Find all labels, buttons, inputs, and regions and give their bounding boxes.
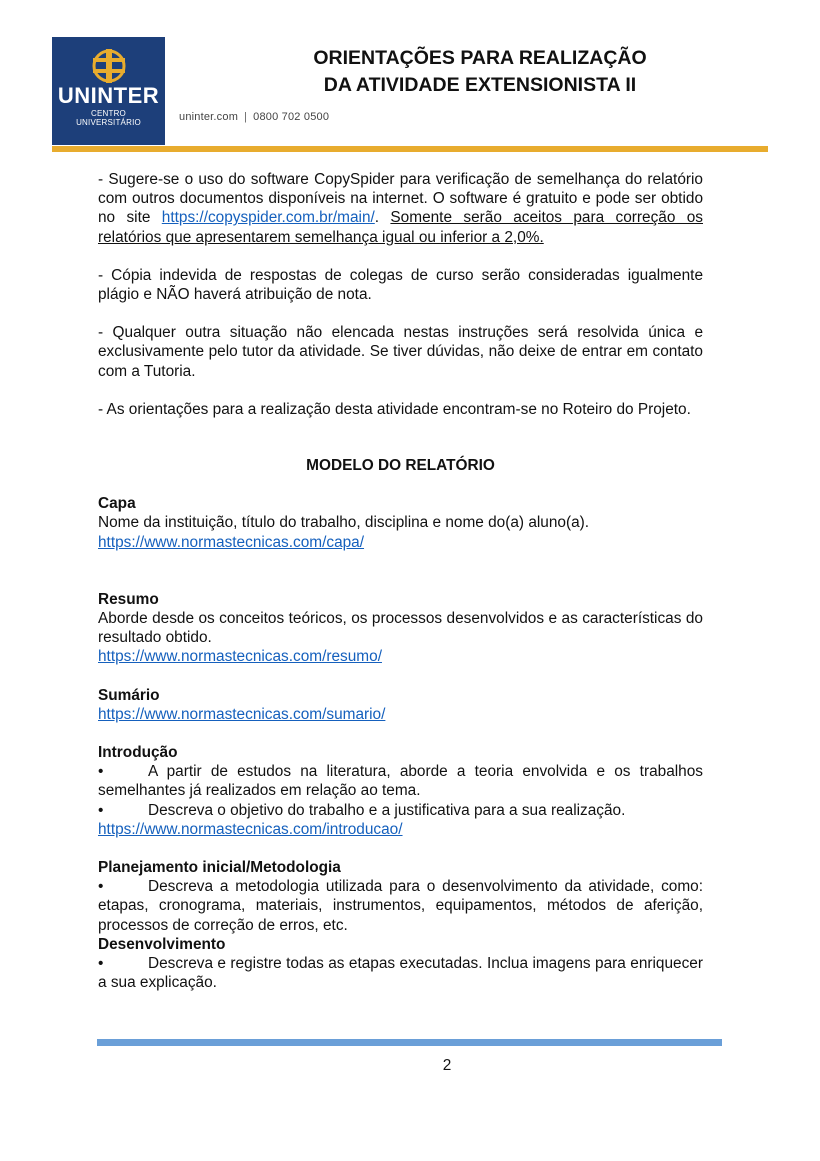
section-title-sumario: Sumário xyxy=(98,686,160,704)
section-title-planejamento: Planejamento inicial/Metodologia xyxy=(98,859,341,877)
section-text-capa: Nome da instituição, título do trabalho, disciplina e nome do(a) aluno(a). xyxy=(98,514,590,532)
site-text: uninter.com xyxy=(179,111,239,123)
model-title: MODELO DO RELATÓRIO xyxy=(306,457,495,475)
bullet-text: Descreva o objetivo do trabalho e a justificativa para a sua realização. xyxy=(148,801,626,819)
bullet-mark: • xyxy=(98,955,104,973)
bullet-text: Descreva e registre todas as etapas executadas. Inclua imagens para enriquecer a sua explicação. xyxy=(98,955,703,992)
copyspider-link[interactable]: https://copyspider.com.br/main/ xyxy=(161,209,375,227)
bullet-text: A partir de estudos na literatura, aborde a teoria envolvida e os trabalhos semelhantes já realizados em relação ao tema. xyxy=(98,763,703,800)
copyspider-period: . xyxy=(374,209,391,227)
logo-subtitle-centro: CENTRO xyxy=(91,109,126,118)
link-sumario[interactable]: https://www.normastecnicas.com/sumario/ xyxy=(98,705,386,723)
section-introducao xyxy=(98,743,703,839)
section-planejamento xyxy=(98,858,703,935)
section-title-capa: Capa xyxy=(98,495,136,513)
paragraph-copyspider xyxy=(98,170,703,247)
contact-line xyxy=(179,111,329,123)
paragraph-roteiro: - As orientações para a realização desta atividade encontram-se no Roteiro do Projeto. xyxy=(98,400,691,418)
bullet-text: Descreva a metodologia utilizada para o desenvolvimento da atividade, como: etapas, cronograma, materiais, instrumentos, equipamentos, métodos de aferição, processos de correção de erros, etc. xyxy=(98,878,703,934)
section-title-desenvolvimento: Desenvolvimento xyxy=(98,935,226,953)
desenvolvimento-bullet-1 xyxy=(98,954,703,992)
introducao-bullet-2 xyxy=(98,801,703,820)
page-number: 2 xyxy=(442,1057,452,1074)
uninter-logo xyxy=(52,37,165,145)
phone-text: 0800 702 0500 xyxy=(253,111,330,123)
section-title-resumo: Resumo xyxy=(98,590,159,608)
introducao-bullet-1 xyxy=(98,762,703,800)
document-body xyxy=(98,170,703,993)
logo-subtitle-universitario: UNIVERSITÁRIO xyxy=(76,118,141,127)
link-introducao[interactable]: https://www.normastecnicas.com/introducao/ xyxy=(98,820,403,838)
bullet-mark: • xyxy=(98,763,104,781)
section-resumo xyxy=(98,590,703,667)
planejamento-bullet-1 xyxy=(98,877,703,935)
bullet-mark: • xyxy=(98,801,104,819)
similarity-requirement: Somente serão aceitos para correção os relatórios que apresentarem semelhança igual ou inferior a 2,0%. xyxy=(98,209,703,246)
header-accent-bar xyxy=(52,146,768,152)
section-title-introducao: Introdução xyxy=(98,744,178,762)
link-capa[interactable]: https://www.normastecnicas.com/capa/ xyxy=(98,533,365,551)
bullet-mark: • xyxy=(98,878,104,896)
title-line-2: DA ATIVIDADE EXTENSIONISTA II xyxy=(323,74,637,96)
section-sumario xyxy=(98,686,703,724)
paragraph-plagio: - Cópia indevida de respostas de colegas de curso serão consideradas igualmente plágio e NÃO haverá atribuição de nota. xyxy=(98,266,703,304)
section-text-resumo: Aborde desde os conceitos teóricos, os processos desenvolvidos e as características do resultado obtido. xyxy=(98,610,703,647)
footer-accent-bar xyxy=(97,1039,722,1046)
document-title xyxy=(240,45,720,99)
copyspider-text: - Sugere-se o uso do software CopySpider para verificação de semelhança do relatório com outros documentos disponíveis na internet. O software é gratuito e pode ser obtido no site xyxy=(98,171,703,227)
paragraph-tutor: - Qualquer outra situação não elencada nestas instruções será resolvida única e exclusivamente pelo tutor da atividade. Se tiver dúvidas, não deixe de entrar em contato com a Tutoria. xyxy=(98,324,703,380)
contact-separator: | xyxy=(244,111,248,123)
logo-name: UNINTER xyxy=(57,83,160,108)
globe-emblem-icon xyxy=(89,47,129,85)
link-resumo[interactable]: https://www.normastecnicas.com/resumo/ xyxy=(98,648,382,666)
title-line-1: ORIENTAÇÕES PARA REALIZAÇÃO xyxy=(313,47,647,69)
section-capa xyxy=(98,494,703,552)
section-desenvolvimento xyxy=(98,935,703,993)
